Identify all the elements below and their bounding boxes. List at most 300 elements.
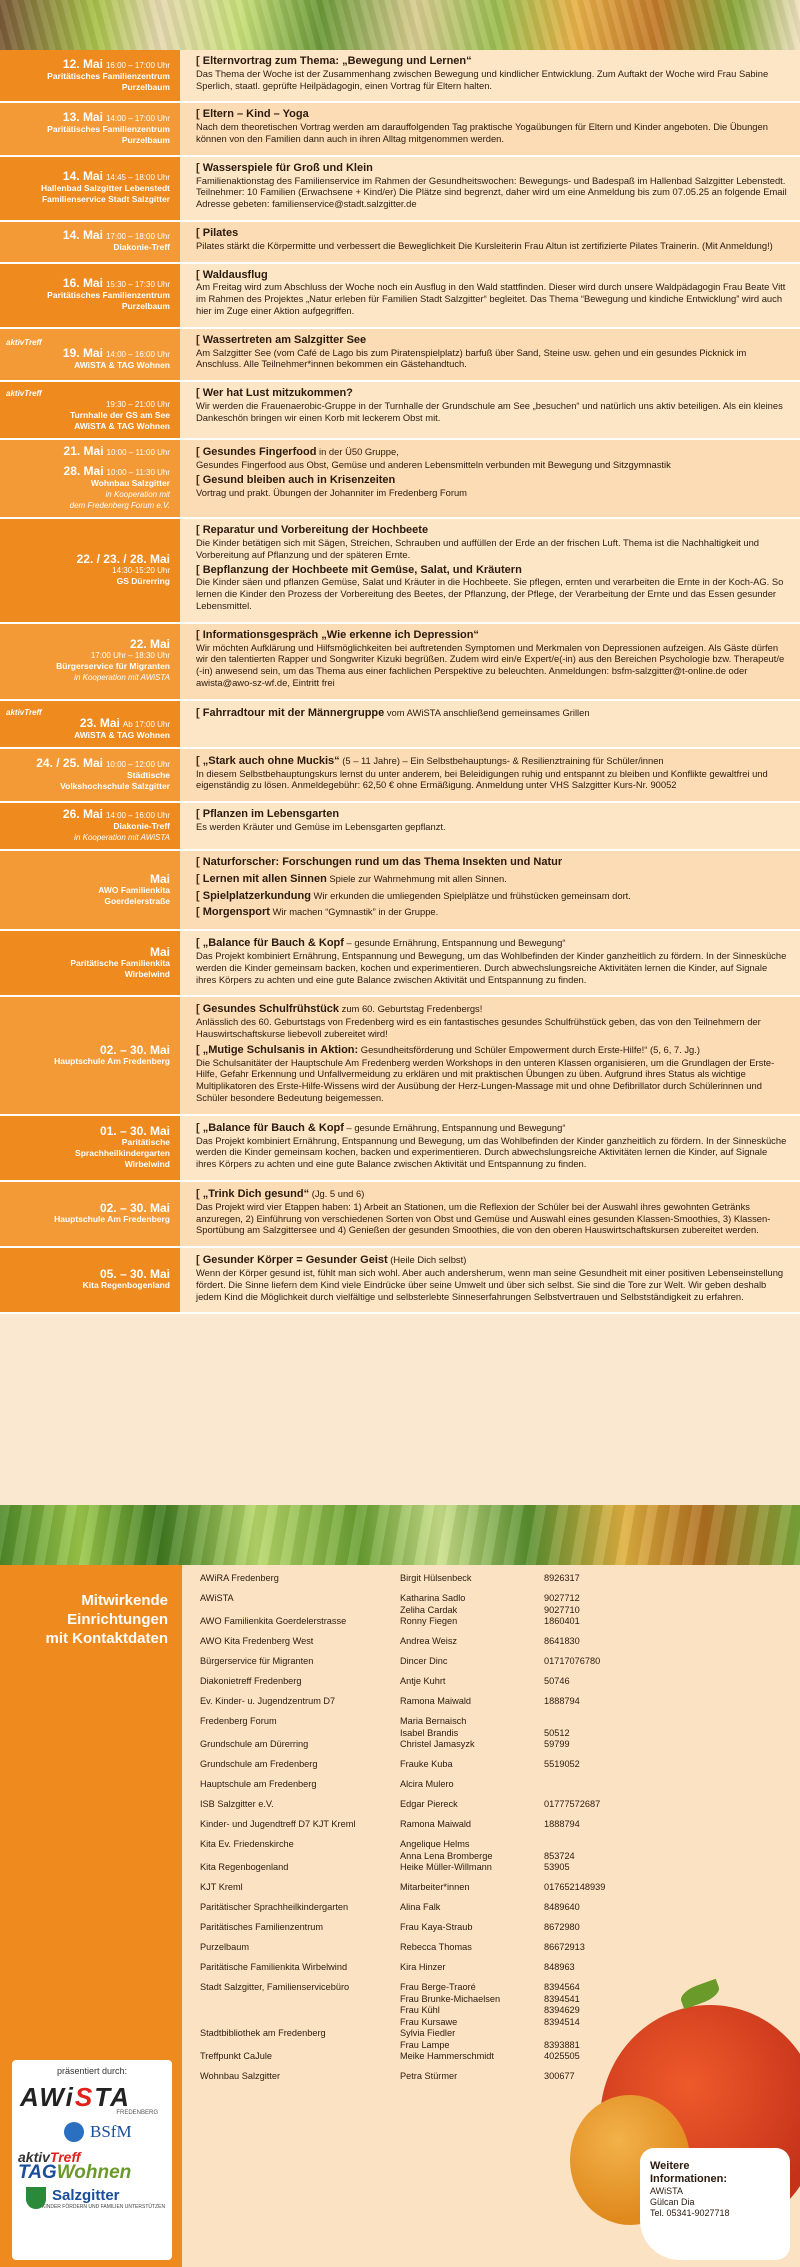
contact-person: Kira Hinzer [400,1962,446,1972]
event-item [196,1254,790,1302]
event-item [196,1122,790,1170]
event-item [196,937,790,985]
event-date: 26. Mai 14:00 – 16:00 Uhr [62,807,170,822]
contact-row [200,1759,640,1779]
info-box: Weitere Informationen: AWiSTA Gülcan Dia Tel. 05341-9027718 [640,2148,790,2260]
event-title: [ „Mutige Schulsanis in Aktion: Gesundheitsförderung und Schüler Empowerment durch Erste-Hilfe!“ (5, 6, 7. Jg.) [196,1043,700,1056]
contact-phone: 50746 [544,1676,570,1686]
schedule-event-cell [180,264,800,327]
schedule-date-cell [0,382,180,438]
event-place: Sprachheilkindergarten [75,1147,170,1158]
event-description: Familienaktionstag des Familienservice im Rahmen der Gesundheitswochen: Bewegungs- und Badespaß im Hallenbad Salzgitter Lebenstedt. Teilnehmer: 10 Familien (Erwachsene + Kind/er) Die Plätze sind begrenzt, daher wird um eine Anmeldung bis zum 07.05.25 an folgende Email Adresse gebeten: familienservice@stadt.salzgitter.de [196,174,787,210]
contact-phone: 848963 [544,1962,575,1972]
schedule-row [0,851,800,931]
contact-row [200,1616,640,1636]
awista-logo-sub: FREDENBERG [116,2110,158,2116]
event-item [196,56,790,91]
event-place: Goerdelerstraße [104,895,170,906]
event-title: [ Wer hat Lust mitzukommen? [196,387,353,400]
contact-phone: 8641830 [544,1636,580,1646]
schedule-date-cell [0,997,180,1113]
event-description: In diesem Selbstbehauptungskurs lernst du unter anderem, bei Beleidigungen ruhig und entspannt zu bleiben und Konflikte gewaltfrei und eigenständig zu lösen. Anmeldegebühr: 62,50 € ohne Ermäßigung. Anmeldung unter VHS Salzgitter Kurs-Nr. 90052 [196,767,768,791]
contact-table [200,1573,640,2091]
contact-person: Alcira Mulero [400,1779,454,1789]
event-title: [ Elternvortrag zum Thema: „Bewegung und Lernen“ [196,55,472,67]
schedule-event-cell [180,851,800,929]
contact-phone: 8394564 8394541 8394629 8394514 [544,1982,580,2027]
schedule-event-cell [180,624,800,699]
contact-phone: 853724 [544,1850,575,1861]
schedule-row [0,50,800,103]
event-item [196,1188,790,1236]
contact-org: AWO Familienkita Goerdelerstrasse [200,1616,347,1626]
event-title: [ Reparatur und Vorbereitung der Hochbeete [196,524,429,537]
contact-person: Ronny Fiegen [400,1616,458,1626]
event-place: Städtische [127,769,170,780]
schedule-event-cell [180,803,800,849]
contact-org: Treffpunkt CaJule [200,2051,273,2061]
cooperation-note: dem Fredenberg Forum e.V. [69,501,170,511]
contact-org: KJT Kreml [200,1882,243,1892]
event-place: Hauptschule Am Fredenberg [54,1214,170,1225]
cooperation-note: in Kooperation mit [105,490,170,500]
contacts-sidebar [0,1565,182,2267]
event-place: Diakonie-Treff [113,821,170,832]
schedule-row [0,329,800,382]
contact-org: Grundschule am Dürerring [200,1739,309,1749]
schedule-date-cell [0,624,180,699]
schedule-event-cell [180,701,800,747]
event-item [196,270,790,317]
event-place: Purzelbaum [121,81,170,92]
contact-row [200,1942,640,1962]
schedule-row [0,382,800,440]
event-place: Wohnbau Salzgitter [90,478,170,489]
event-description: Am Freitag wird zum Abschluss der Woche noch ein Ausflug in den Wald stattfinden. Dieser wird durch unsere Waldpädagogin Frau Beate Vitt im Rahmen des Projektes „Natur erleben für Familien Stadt Salzgitter“ begleitet. Das Thema “Bewegung und kindiche Entwicklung” wird auch hier im Zuge einer Aktion aufgegriffen. [196,281,786,316]
schedule-date-cell [0,931,180,995]
event-description: Nach dem theoretischen Vortrag werden am darauffolgenden Tag praktische Yogaübungen für Eltern und Kinder angeboten. Die Übungen können von den Familien dann auch in ihren Alltag mitgenommen werden. [196,121,768,144]
event-time: 17:00 Uhr – 18:30 Uhr [90,651,170,661]
event-place: Paritätische Familienkita [70,957,170,968]
contact-row [200,1676,640,1696]
event-time: 19:30 – 21:00 Uhr [105,400,170,410]
schedule-row [0,264,800,329]
schedule-row [0,624,800,701]
contact-org: Bürgerservice für Migranten [200,1656,314,1666]
contact-person: Meike Hammerschmidt [400,2051,494,2061]
schedule-date-cell [0,264,180,327]
contact-org: Purzelbaum [200,1942,250,1952]
contact-org: Diakonietreff Fredenberg [200,1676,302,1686]
contact-phone: 300677 [544,2071,575,2081]
cooperation-note: in Kooperation mit AWiSTA [74,833,170,843]
event-item [196,109,790,144]
contact-phone: 86672913 [544,1942,585,1952]
schedule-date-cell [0,329,180,380]
event-place: Kita Regenbogenland [82,1280,170,1291]
event-title: [ Gesundes Fingerfood in der Ü50 Gruppe, [196,446,399,459]
contact-person: Katharina Sadlo Zeliha Cardak [400,1593,466,1615]
contact-row [200,1593,640,1616]
event-item [196,1003,790,1039]
aktiv-treff-mini-logo: aktivTreff [6,389,42,399]
event-item [196,163,790,210]
contact-row [200,1962,640,1982]
event-title: [ „Trink Dich gesund“ (Jg. 5 und 6) [196,1188,365,1201]
schedule-date-cell [0,851,180,929]
contact-person: Frau Berge-Traoré Frau Brunke-Michaelsen Frau Kühl Frau Kursawe [400,1982,501,2027]
salzgitter-logo-sub: KINDER FÖRDERN UND FAMILIEN UNTERSTÜTZEN [42,2204,166,2210]
event-item [196,475,790,499]
event-place: Wirbelwind [124,1158,170,1169]
contact-phone: 50512 [544,1727,570,1738]
contact-org: AWO Kita Fredenberg West [200,1636,314,1646]
contact-phone: 53905 [544,1862,570,1872]
event-place: AWO Familienkita [98,884,170,895]
contact-person: Birgit Hülsenbeck [400,1573,472,1583]
contact-org: ISB Salzgitter e.V. [200,1799,274,1809]
schedule-row [0,222,800,264]
contact-org: Paritätische Familienkita Wirbelwind [200,1962,348,1972]
event-title: [ „Stark auch ohne Muckis“ (5 – 11 Jahre) – Ein Selbstbehauptungs- & Resilienztraining für Schüler/innen [196,754,664,767]
schedule-date-cell [0,1116,180,1180]
event-place: Paritätisches Familienzentrum [47,124,170,135]
event-date: 02. – 30. Mai [99,1042,170,1057]
schedule-date-cell [0,157,180,220]
schedule-row [0,1116,800,1182]
contact-phone: 8489640 [544,1902,580,1912]
awista-logo: AWiSTA [20,2082,131,2112]
event-place: Hallenbad Salzgitter Lebenstedt [41,183,170,194]
event-place: Paritätisches Familienzentrum [47,290,170,301]
event-date: 02. – 30. Mai [99,1201,170,1216]
event-title: [ Bepflanzung der Hochbeete mit Gemüse, Salat, und Kräutern [196,563,522,576]
event-title: [ Gesunder Körper = Gesunder Geist (Heile Dich selbst) [196,1254,467,1267]
contact-phone: 4025505 [544,2051,580,2061]
schedule-list [0,50,800,1314]
contact-phone [544,1779,640,1799]
contact-row [200,1982,640,2028]
contact-org: Grundschule am Fredenberg [200,1759,318,1769]
info-org: AWiSTA [650,2186,683,2196]
sponsor-panel [12,2060,172,2260]
schedule-event-cell [180,382,800,438]
event-place: Paritätisches Familienzentrum [47,70,170,81]
contact-row [200,1573,640,1593]
schedule-row [0,1182,800,1248]
contact-phone: 59799 [544,1739,570,1749]
event-title: [ Waldausflug [196,268,268,281]
event-date: 01. – 30. Mai [99,1123,170,1138]
info-phone: Tel. 05341-9027718 [650,2208,730,2218]
event-item [196,890,790,903]
event-description: Gesundes Fingerfood aus Obst, Gemüse und anderen Lebensmitteln verbunden mit Bewegung und Sitzgymnastik [196,458,671,470]
aktiv-treff-logo: aktivTreff TAGWohnen [18,2149,132,2183]
bsfm-logo: BSfM [12,2116,172,2142]
contact-person: Angelique Helms Anna Lena Bromberge [400,1839,493,1861]
contact-person: Andrea Weisz [400,1636,458,1646]
event-description: Die Kinder säen und pflanzen Gemüse, Salat und Kräuter in die Hochbeete. Sie pflegen, ernten und verarbeiten die Ernte in der Koch-AG. So lernen die Kinder den Prozess der Vorbereitung des Beetes, der Pflanzung, der Pflege, der Verarbeitung der Ernte und das Essen gesunder Lebensmittel. [196,576,784,611]
schedule-row [0,931,800,997]
contact-row [200,1656,640,1676]
event-date: 24. / 25. Mai 10:00 – 12:00 Uhr [36,755,170,770]
schedule-event-cell [180,329,800,380]
contact-phone: 5519052 [544,1759,580,1769]
cooperation-note: in Kooperation mit AWiSTA [74,673,170,683]
event-title: [ Spielplatzerkundung Wir erkunden die umliegenden Spielplätze und frühstücken gemeinsam dort. [196,889,631,902]
event-place: AWiSTA & TAG Wohnen [74,729,170,740]
schedule-event-cell [180,931,800,995]
schedule-date-cell [0,440,180,517]
contact-row [200,1716,640,1739]
contact-phone: 1888794 [544,1819,580,1829]
event-date: 22. Mai [129,637,170,652]
event-item [196,446,790,471]
contact-person: Rebecca Thomas [400,1942,472,1952]
schedule-row [0,440,800,519]
contact-person: Dincer Dinc [400,1656,448,1666]
contact-row [200,1882,640,1902]
event-date: 12. Mai 16:00 – 17:00 Uhr [62,56,170,71]
contact-org: AWiSTA [200,1593,234,1603]
event-date: 13. Mai 14:00 – 17:00 Uhr [62,110,170,125]
contact-phone: 017652148939 [544,1882,606,1892]
event-date: 28. Mai 10:00 – 11:30 Uhr [63,464,170,479]
schedule-row [0,519,800,624]
event-place: Familienservice Stadt Salzgitter [41,194,170,205]
contact-row [200,1779,640,1799]
event-item [196,755,790,791]
schedule-date-cell [0,701,180,747]
contact-phone: 8393881 [544,2039,580,2050]
event-title: [ Pflanzen im Lebensgarten [196,808,340,821]
schedule-event-cell [180,222,800,262]
event-description: Am Salzgitter See (vom Café de Lago bis zum Piratenspielplatz) barfuß über Sand, Steine usw. gehen und ein gesundes Picknick im Anschluss. Alle Teilnehmer*innen bekommen ein Gästehandtuch. [196,346,747,370]
contact-row [200,1696,640,1716]
event-place: Diakonie-Treff [113,242,170,253]
contact-phone: 01777572687 [544,1799,601,1809]
event-item [196,1044,790,1104]
event-place: Hauptschule Am Fredenberg [54,1055,170,1066]
contact-row [200,1799,640,1819]
salzgitter-shield-icon [26,2187,46,2209]
event-title: [ Eltern – Kind – Yoga [196,108,309,121]
event-description: Das Thema der Woche ist der Zusammenhang zwischen Bewegung und kindlicher Entwicklung. Zum Auftakt der Woche wird Frau Sabine Sperlich, staatl. geprüfte Heilpädagogin, einen Vortrag für Eltern halten. [196,67,769,91]
contact-phone: 9027712 9027710 [544,1593,580,1615]
event-place: GS Dürerring [116,575,170,586]
contact-row [200,1739,640,1759]
event-date: 05. – 30. Mai [99,1267,170,1282]
contact-row [200,1922,640,1942]
contact-row [200,2051,640,2071]
event-item [196,525,790,560]
contact-row [200,1839,640,1862]
schedule-event-cell [180,1182,800,1246]
event-description: Das Projekt kombiniert Ernährung, Entspannung und Bewegung, um das Wohlbefinden der Kinder ganzheitlich zu fördern. In der Sinnesküche werden die Kinder gemeinsam backen, kochen und experimentieren. Durch abwechslungsreiche Aktivitäten lernen die Kinder, auf Signale ihres Körpers zu achten und eine gute Balance zwischen Aktivität und Entspannung zu finden. [196,950,787,985]
event-date: 14. Mai 17:00 – 18:00 Uhr [62,228,170,243]
event-item [196,228,790,252]
contact-phone: 1888794 [544,1696,580,1706]
contact-person: Edgar Piereck [400,1799,458,1809]
contact-person: Frauke Kuba [400,1759,453,1769]
contact-phone: 8926317 [544,1573,580,1583]
event-date: 23. Mai Ab 17:00 Uhr [79,715,170,730]
event-description: Wir werden die Frauenaerobic-Gruppe in der Turnhalle der Grundschule am See „besuchen“ und natürlich uns aktiv beteiligen. Als ein kleines Dankeschön bringen wir einen Korb mit leckerem Obst mit. [196,399,783,423]
schedule-event-cell [180,103,800,154]
contact-org: Kita Ev. Friedenskirche [200,1839,294,1849]
event-item [196,809,790,833]
schedule-event-cell [180,997,800,1113]
event-description: Die Kinder betätigen sich mit Sägen, Streichen, Schrauben und auffüllen der Erde an der frischen Luft. Thema ist die Nachhaltigkeit und Vorbereitung auf Pflanzung und der späteren Ernte. [196,536,760,560]
event-date: 21. Mai 10:00 – 11:00 Uhr [63,444,170,459]
middle-photo-strip [0,1505,800,1565]
event-description: Das Projekt wird vier Etappen haben: 1) Arbeit an Stationen, um die Reflexion der Schüler bei der Auswahl ihres gewohnten Getränks anzuregen, 2) Einführung von verschiedenen Sorten von Obst und Gemüse und Auswahl eines gesunden Klassen-Smoothies, 3) Klassen-Sportübung am Salzgittersee und 4) Genießen der gesunden Smoothies, die von den oberen Hauswirtschaftskursen zubereitet werden. [196,1200,771,1236]
event-title: [ „Balance für Bauch & Kopf – gesunde Ernährung, Entspannung und Bewegung“ [196,937,566,950]
event-title: [ Gesund bleiben auch in Krisenzeiten [196,473,396,486]
schedule-date-cell [0,803,180,849]
schedule-event-cell [180,749,800,801]
schedule-event-cell [180,50,800,101]
event-description: Wenn der Körper gesund ist, fühlt man sich wohl. Aber auch andersherum, wenn man seine Gesundheit mit einer positiven Lebenseinstellung fördert. Die Sinne liefern dem Kind viele Eindrücke über seine Umwelt und über sich selbst. Sie sind die Tore zur Welt. Wir geben deshalb jedem Kind die Möglichkeit durch vielfältige und selbsterlebte Sinneserfahrungen Selbstvertrauen und Selbstständigkeit zu erfahren. [196,1267,784,1302]
event-description: Die Schulsanitäter der Hauptschule Am Fredenberg werden Workshops in den unteren Klassen organisieren, um die Grundlagen der Erste-Hilfe, Gefahr Erkennung und Unfallvermeidung zu erklären und mit praktischen Übungen zu üben. Aufgrund ihres Status als wichtige Multiplikatoren des Erste-Hilfe-Wissens wird der Ausübung der Herz-Lungen-Massage mit und ohne Defibrillator durch Schülerinnen und Schüler besondere Bedeutung beigemessen. [196,1056,775,1104]
event-title: [ „Balance für Bauch & Kopf – gesunde Ernährung, Entspannung und Bewegung“ [196,1121,566,1134]
event-place: Purzelbaum [121,135,170,146]
aktiv-treff-mini-logo: aktivTreff [6,338,42,348]
schedule-date-cell [0,1182,180,1246]
bsfm-figure-icon [64,2122,84,2142]
event-title: [ Wasserspiele für Groß und Klein [196,161,373,174]
contact-person: Mitarbeiter*innen [400,1882,470,1892]
event-item [196,335,790,370]
event-title: [ Fahrradtour mit der Männergruppe vom AWiSTA anschließend gemeinsames Grillen [196,706,590,719]
event-time: 14:30-15:20 Uhr [112,565,170,575]
event-date: 14. Mai 14:45 – 18:00 Uhr [62,169,170,184]
contact-org: Ev. Kinder- u. Jugendzentrum D7 [200,1696,336,1706]
contact-row [200,2028,640,2051]
info-person: Gülcan Dia [650,2197,695,2207]
schedule-date-cell [0,749,180,801]
schedule-date-cell [0,222,180,262]
schedule-date-cell [0,519,180,622]
contact-row [200,1902,640,1922]
schedule-date-cell [0,103,180,154]
schedule-event-cell [180,519,800,622]
contact-phone: 1860401 [544,1616,580,1626]
event-title: [ Naturforscher: Forschungen rund um das Thema Insekten und Natur [196,856,563,869]
contact-person: Alina Falk [400,1902,441,1912]
contact-row [200,1862,640,1882]
contact-person: Ramona Maiwald [400,1696,471,1706]
event-place: Turnhalle der GS am See [70,410,170,421]
contact-org: AWiRA Fredenberg [200,1573,279,1583]
contact-org: Paritätisches Familienzentrum [200,1922,324,1932]
event-description: Pilates stärkt die Körpermitte und verbessert die Beweglichkeit Die Kursleiterin Frau Altun ist zertifizierte Pilates Trainerin. (Mit Anmeldung!) [196,239,773,251]
schedule-row [0,1248,800,1314]
schedule-row [0,157,800,222]
event-date: 22. / 23. / 28. Mai [76,551,170,566]
event-place: AWiSTA & TAG Wohnen [74,360,170,371]
event-title: [ Lernen mit allen Sinnen Spiele zur Wahrnehmung mit allen Sinnen. [196,872,507,885]
schedule-event-cell [180,1116,800,1180]
contact-org: Kinder- und Jugendtreff D7 KJT Kreml [200,1819,356,1829]
event-place: Paritätische [121,1136,170,1147]
event-date: Mai [149,944,170,959]
event-place: Volkshochschule Salzgitter [60,780,170,791]
event-item [196,630,790,689]
contact-person: Heike Müller-Willmann [400,1862,492,1872]
event-description: Es werden Kräuter und Gemüse im Lebensgarten gepflanzt. [196,820,446,832]
schedule-event-cell [180,440,800,517]
event-item [196,857,790,869]
event-title: [ Informationsgespräch „Wie erkenne ich Depression“ [196,628,479,641]
event-description: Das Projekt kombiniert Ernährung, Entspannung und Bewegung, um das Wohlbefinden der Kinder ganzheitlich zu fördern. In der Sinnesküche werden die Kinder gemeinsam kochen, backen und experimentieren. Durch abwechslungsreiche Aktivitäten lernen die Kinder, auf Signale ihres Körpers zu achten und eine gute Balance zwischen Aktivität und Entspannung zu finden. [196,1134,787,1170]
event-item [196,906,790,919]
contact-row [200,1819,640,1839]
contact-phone: 01717076780 [544,1656,601,1666]
event-title: [ Gesundes Schulfrühstück zum 60. Geburtstag Fredenbergs! [196,1003,483,1016]
contact-person: Maria Bernaisch Isabel Brandis [400,1716,467,1738]
contact-person: Sylvia Fiedler Frau Lampe [400,2028,456,2050]
event-item [196,388,790,423]
event-title: [ Wassertreten am Salzgitter See [196,333,367,346]
contacts-title: Mitwirkende Einrichtungen mit Kontaktdaten [45,1592,168,1647]
contact-org: Stadt Salzgitter, Familienservicebüro [200,1982,350,1992]
schedule-event-cell [180,1248,800,1312]
event-place: AWiSTA & TAG Wohnen [74,421,170,432]
contact-org: Kita Regenbogenland [200,1862,289,1872]
contact-org: Wohnbau Salzgitter [200,2071,281,2081]
salzgitter-logo: Salzgitter [12,2181,172,2204]
event-description: Anlässlich des 60. Geburtstags von Fredenberg wird es ein fantastisches gesundes Schulfrühstück geben, das von den Teilnehmern der Hauswirtschaftskurse liebevoll zubereitet wird! [196,1016,761,1040]
schedule-event-cell [180,157,800,220]
event-item [196,565,790,612]
top-photo-strip [0,0,800,50]
contact-person: Petra Stürmer [400,2071,458,2081]
event-title: [ Pilates [196,226,239,239]
contact-org: Paritätischer Sprachheilkindergarten [200,1902,349,1912]
contact-org: Hauptschule am Fredenberg [200,1779,317,1789]
schedule-row [0,103,800,156]
event-date: 16. Mai 15:30 – 17:30 Uhr [62,276,170,291]
schedule-row [0,997,800,1115]
contact-phone: 8672980 [544,1922,580,1932]
schedule-date-cell [0,1248,180,1312]
schedule-date-cell [0,50,180,101]
event-date: Mai [149,871,170,886]
contact-person: Christel Jamasyzk [400,1739,475,1749]
schedule-row [0,803,800,851]
event-place: Purzelbaum [121,301,170,312]
event-description: Wir möchten Aufklärung und Hilfsmöglichkeiten bei auftretenden Symptomen und Merkmalen von Depressionen aufzeigen. Als Gäste dürfen wir den talentierten Rapper und Songwriter Kizuki begrüßen. Zudem wird ein/e Expert/e(-in) aus den Bereichen Psychologie bzw. Therapeut/e (-in) anwesend sein, um das Thema aus einer fachlichen Perspektive zu beleuchten. Anmeldungen: bsfm-salzgitter@t-online.de oder awista@awo-sz-wf.de, Eintritt frei [196,641,785,688]
contact-org: Fredenberg Forum [200,1716,277,1726]
contact-person: Antje Kuhrt [400,1676,446,1686]
contact-row [200,1636,640,1656]
presented-by-label: präsentiert durch: [56,2066,128,2076]
event-place: Bürgerservice für Migranten [56,661,170,672]
event-title: [ Morgensport Wir machen “Gymnastik” in der Gruppe. [196,906,439,919]
event-date: 19. Mai 14:00 – 16:00 Uhr [62,346,170,361]
schedule-row [0,701,800,749]
contact-person: Frau Kaya-Straub [400,1922,473,1932]
event-item [196,873,790,886]
aktiv-treff-mini-logo: aktivTreff [6,707,42,717]
event-item [196,707,790,720]
schedule-row [0,749,800,803]
contact-row [200,2071,640,2091]
contact-person: Ramona Maiwald [400,1819,471,1829]
contact-org: Stadtbibliothek am Fredenberg [200,2028,326,2038]
event-place: Wirbelwind [124,968,170,979]
